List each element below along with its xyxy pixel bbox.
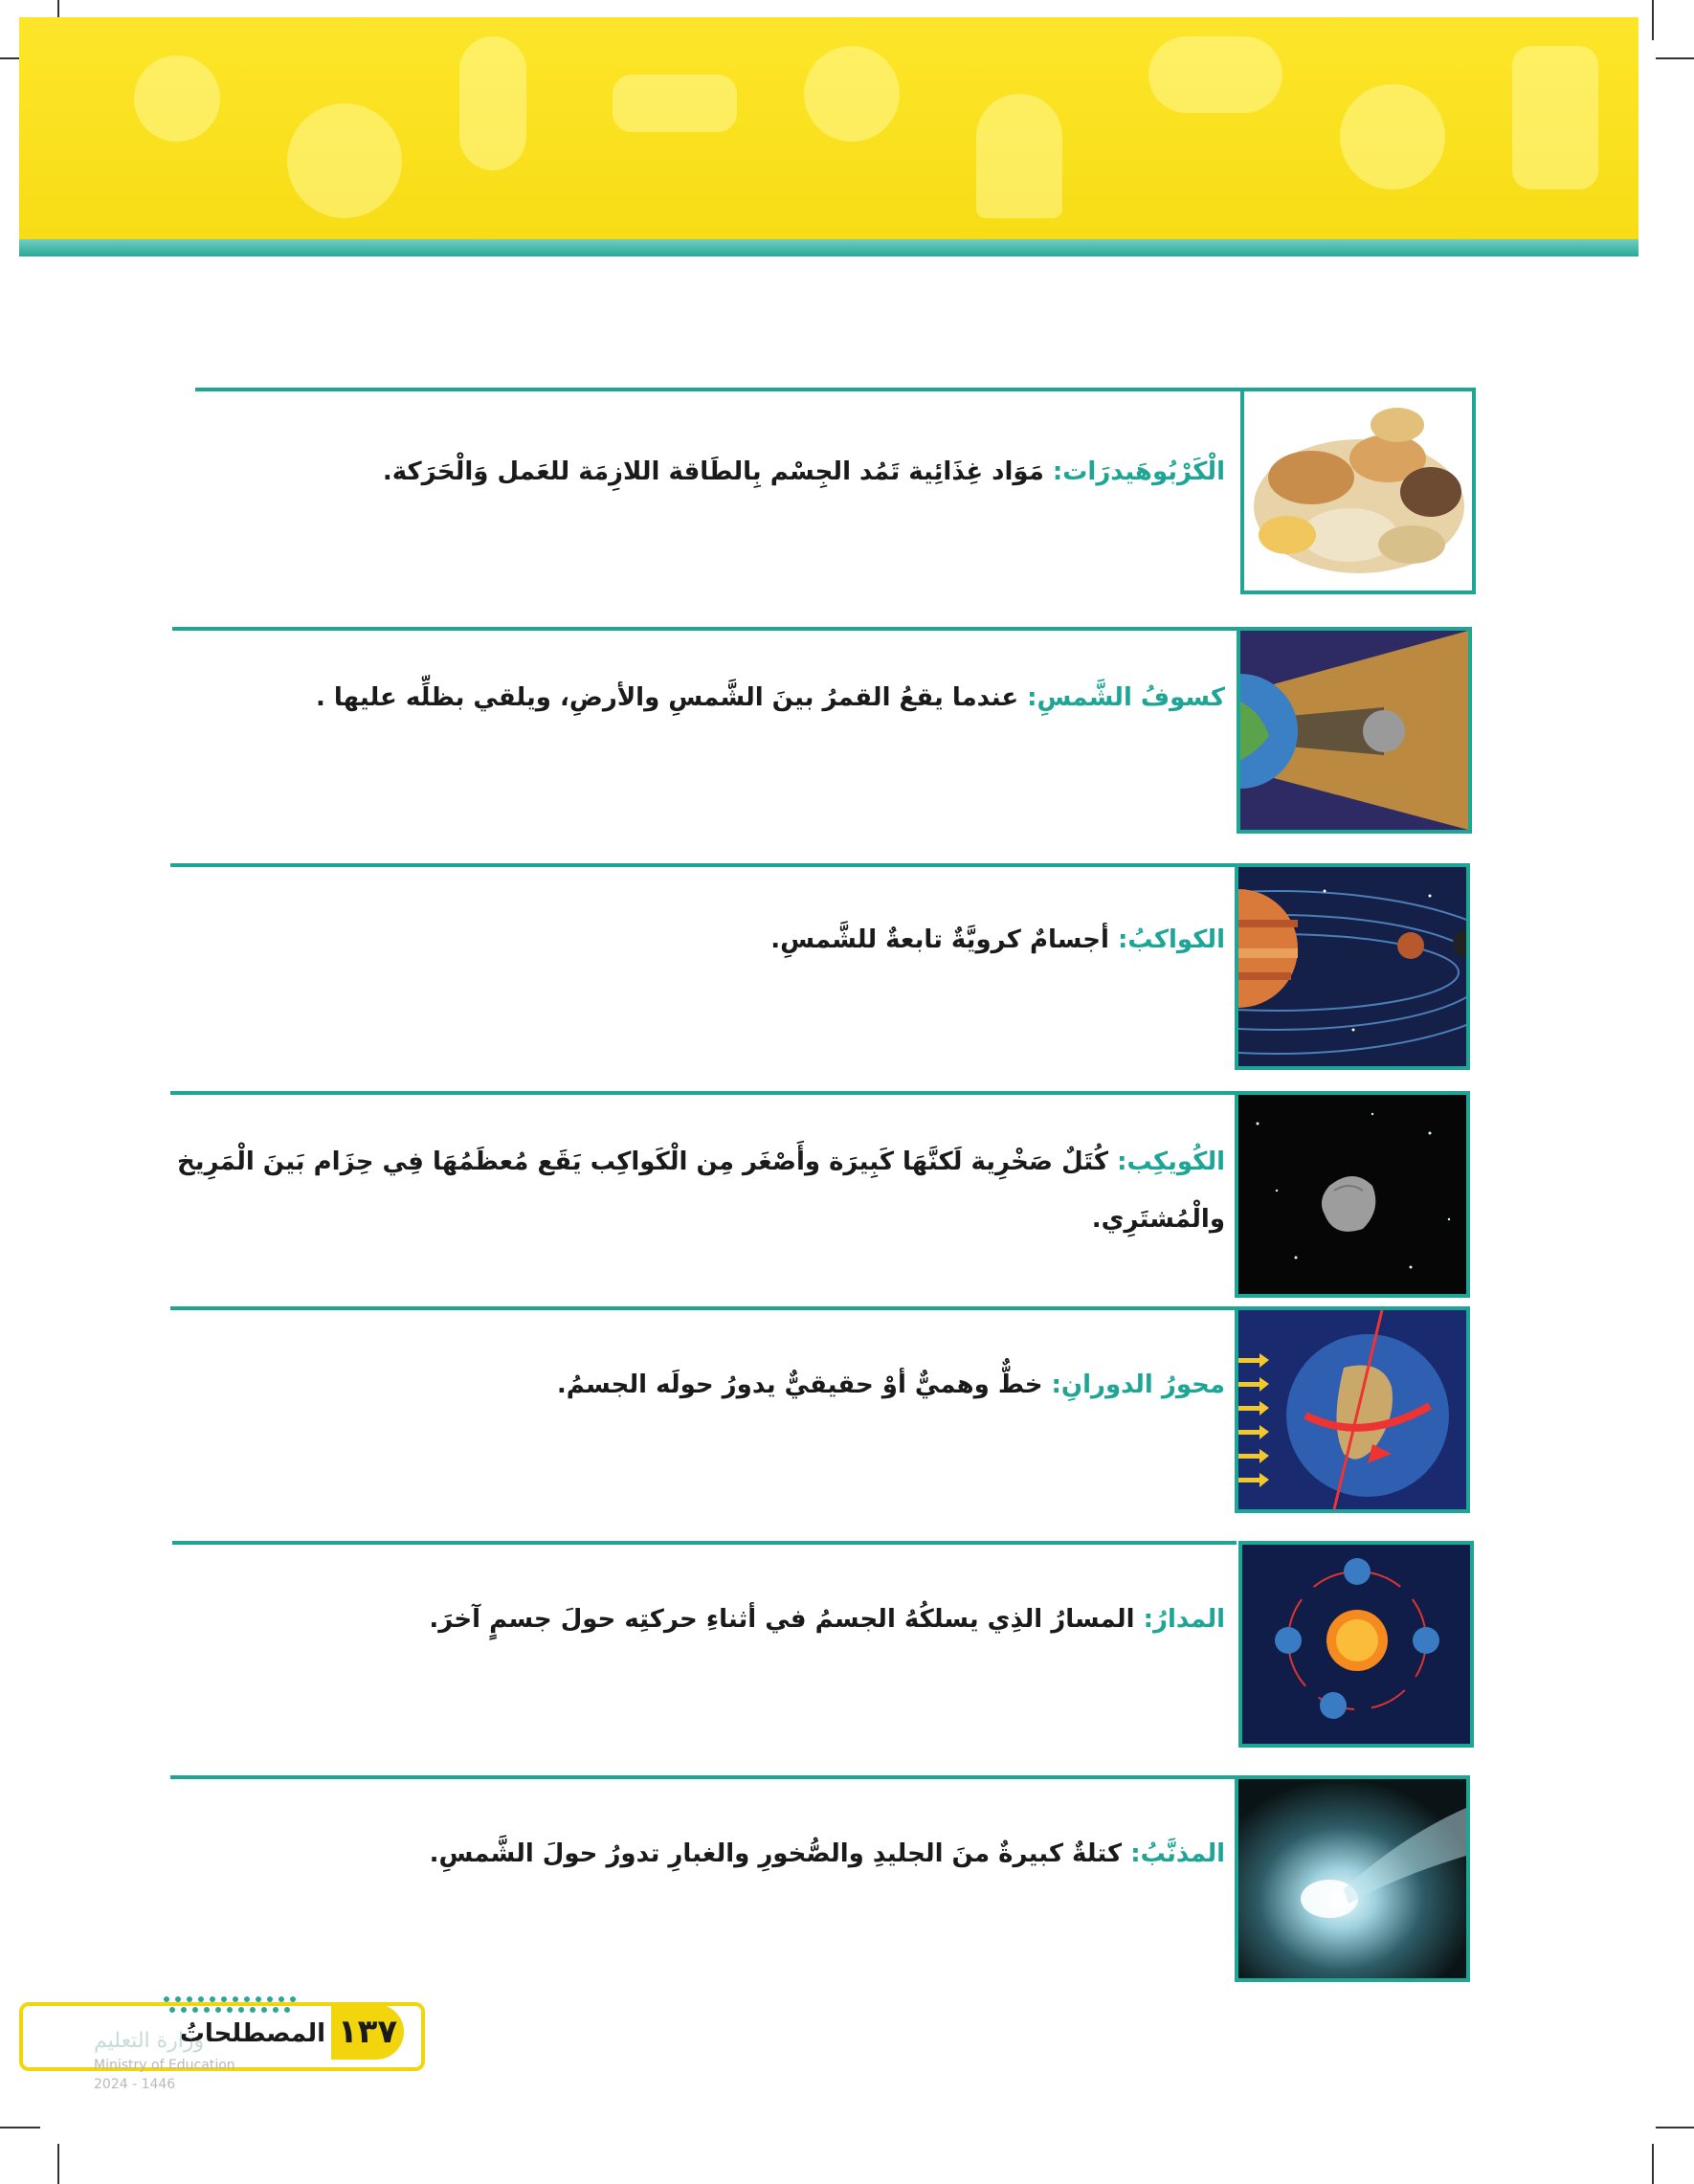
comet-image [1235,1775,1470,1982]
crop-mark [1652,0,1654,40]
page-section-label: المصطلحاتُ [179,2019,325,2048]
entry-text [172,443,1225,501]
ministry-name-english: Ministry of Education [94,2058,235,2073]
entry-divider [172,1541,1237,1545]
crop-mark [1656,57,1694,59]
entry-text [172,669,1225,726]
entry-term: المذنَّبُ: [1130,1839,1225,1868]
entry-text [172,1591,1225,1648]
crop-mark [1652,2144,1654,2184]
entry-term: الكواكبُ: [1117,925,1225,954]
page-number: ١٣٧ [331,2004,404,2060]
orbit-image [1238,1541,1474,1748]
header-banner [19,17,1638,256]
entry-text [172,911,1225,969]
entry-definition: المسارُ الذِي يسلكُهُ الجسمُ في أثناءِ حركتِه حولَ جسمٍ آخرَ. [429,1605,1144,1634]
entry-definition: كتلةٌ كبيرةٌ منَ الجليدِ والصُّخورِ والغبارِ تدورُ حولَ الشَّمسِ. [429,1839,1131,1868]
entry-term: الكُويكِب: [1117,1148,1225,1176]
entry-text [172,1133,1225,1248]
carbohydrates-image [1240,388,1476,594]
entry-definition: كُتَلٌ صَخْرِية لَكنَّهَا كَبِيرَة وأَصْغَر مِن الْكَواكِب يَقَع مُعظَمُهَا فِي حِزَام بَينَ الْمَرِيخ والْمُشتَرِي. [176,1148,1225,1234]
entry-divider [170,1775,1235,1779]
entry-term: كسوفُ الشَّمسِ: [1027,683,1225,712]
entry-divider [170,1091,1235,1095]
asteroid-image [1235,1091,1470,1298]
ministry-name-arabic: وزارة التعليم [94,2029,205,2053]
entry-definition: مَوَاد غِذَائِية تَمُد الجِسْم بِالطَاقة اللازِمَة للعَمل وَالْحَرَكة. [382,457,1053,486]
entry-term: محورُ الدورانِ: [1051,1371,1225,1399]
entry-definition: أجسامٌ كرويَّةٌ تابعةٌ للشَّمسِ. [770,925,1118,954]
crop-mark [1656,2127,1694,2128]
entry-divider [172,627,1237,631]
entry-definition: عندما يقعُ القمرُ بينَ الشَّمسِ والأرضِ، ويلقي بظلِّه عليها . [315,683,1028,712]
entry-text [172,1825,1225,1883]
entry-term: المدارُ: [1143,1605,1225,1634]
entry-text [172,1356,1225,1414]
entry-term: الْكَرْبُوهَيدرَات: [1052,457,1225,486]
solar-eclipse-image [1237,627,1472,834]
crop-mark [0,2127,40,2128]
entry-divider [170,863,1235,867]
crop-mark [57,2144,59,2184]
entry-definition: خطٌّ وهميٌّ أوْ حقيقيٌّ يدورُ حولَه الجسمُ. [556,1371,1052,1399]
header-stripe [19,239,1638,256]
planets-image [1235,863,1470,1070]
entry-divider [170,1306,1235,1310]
ministry-logo-dots [161,1995,304,2016]
rotation-axis-image [1235,1306,1470,1513]
edition-year: 2024 - 1446 [94,2077,176,2092]
